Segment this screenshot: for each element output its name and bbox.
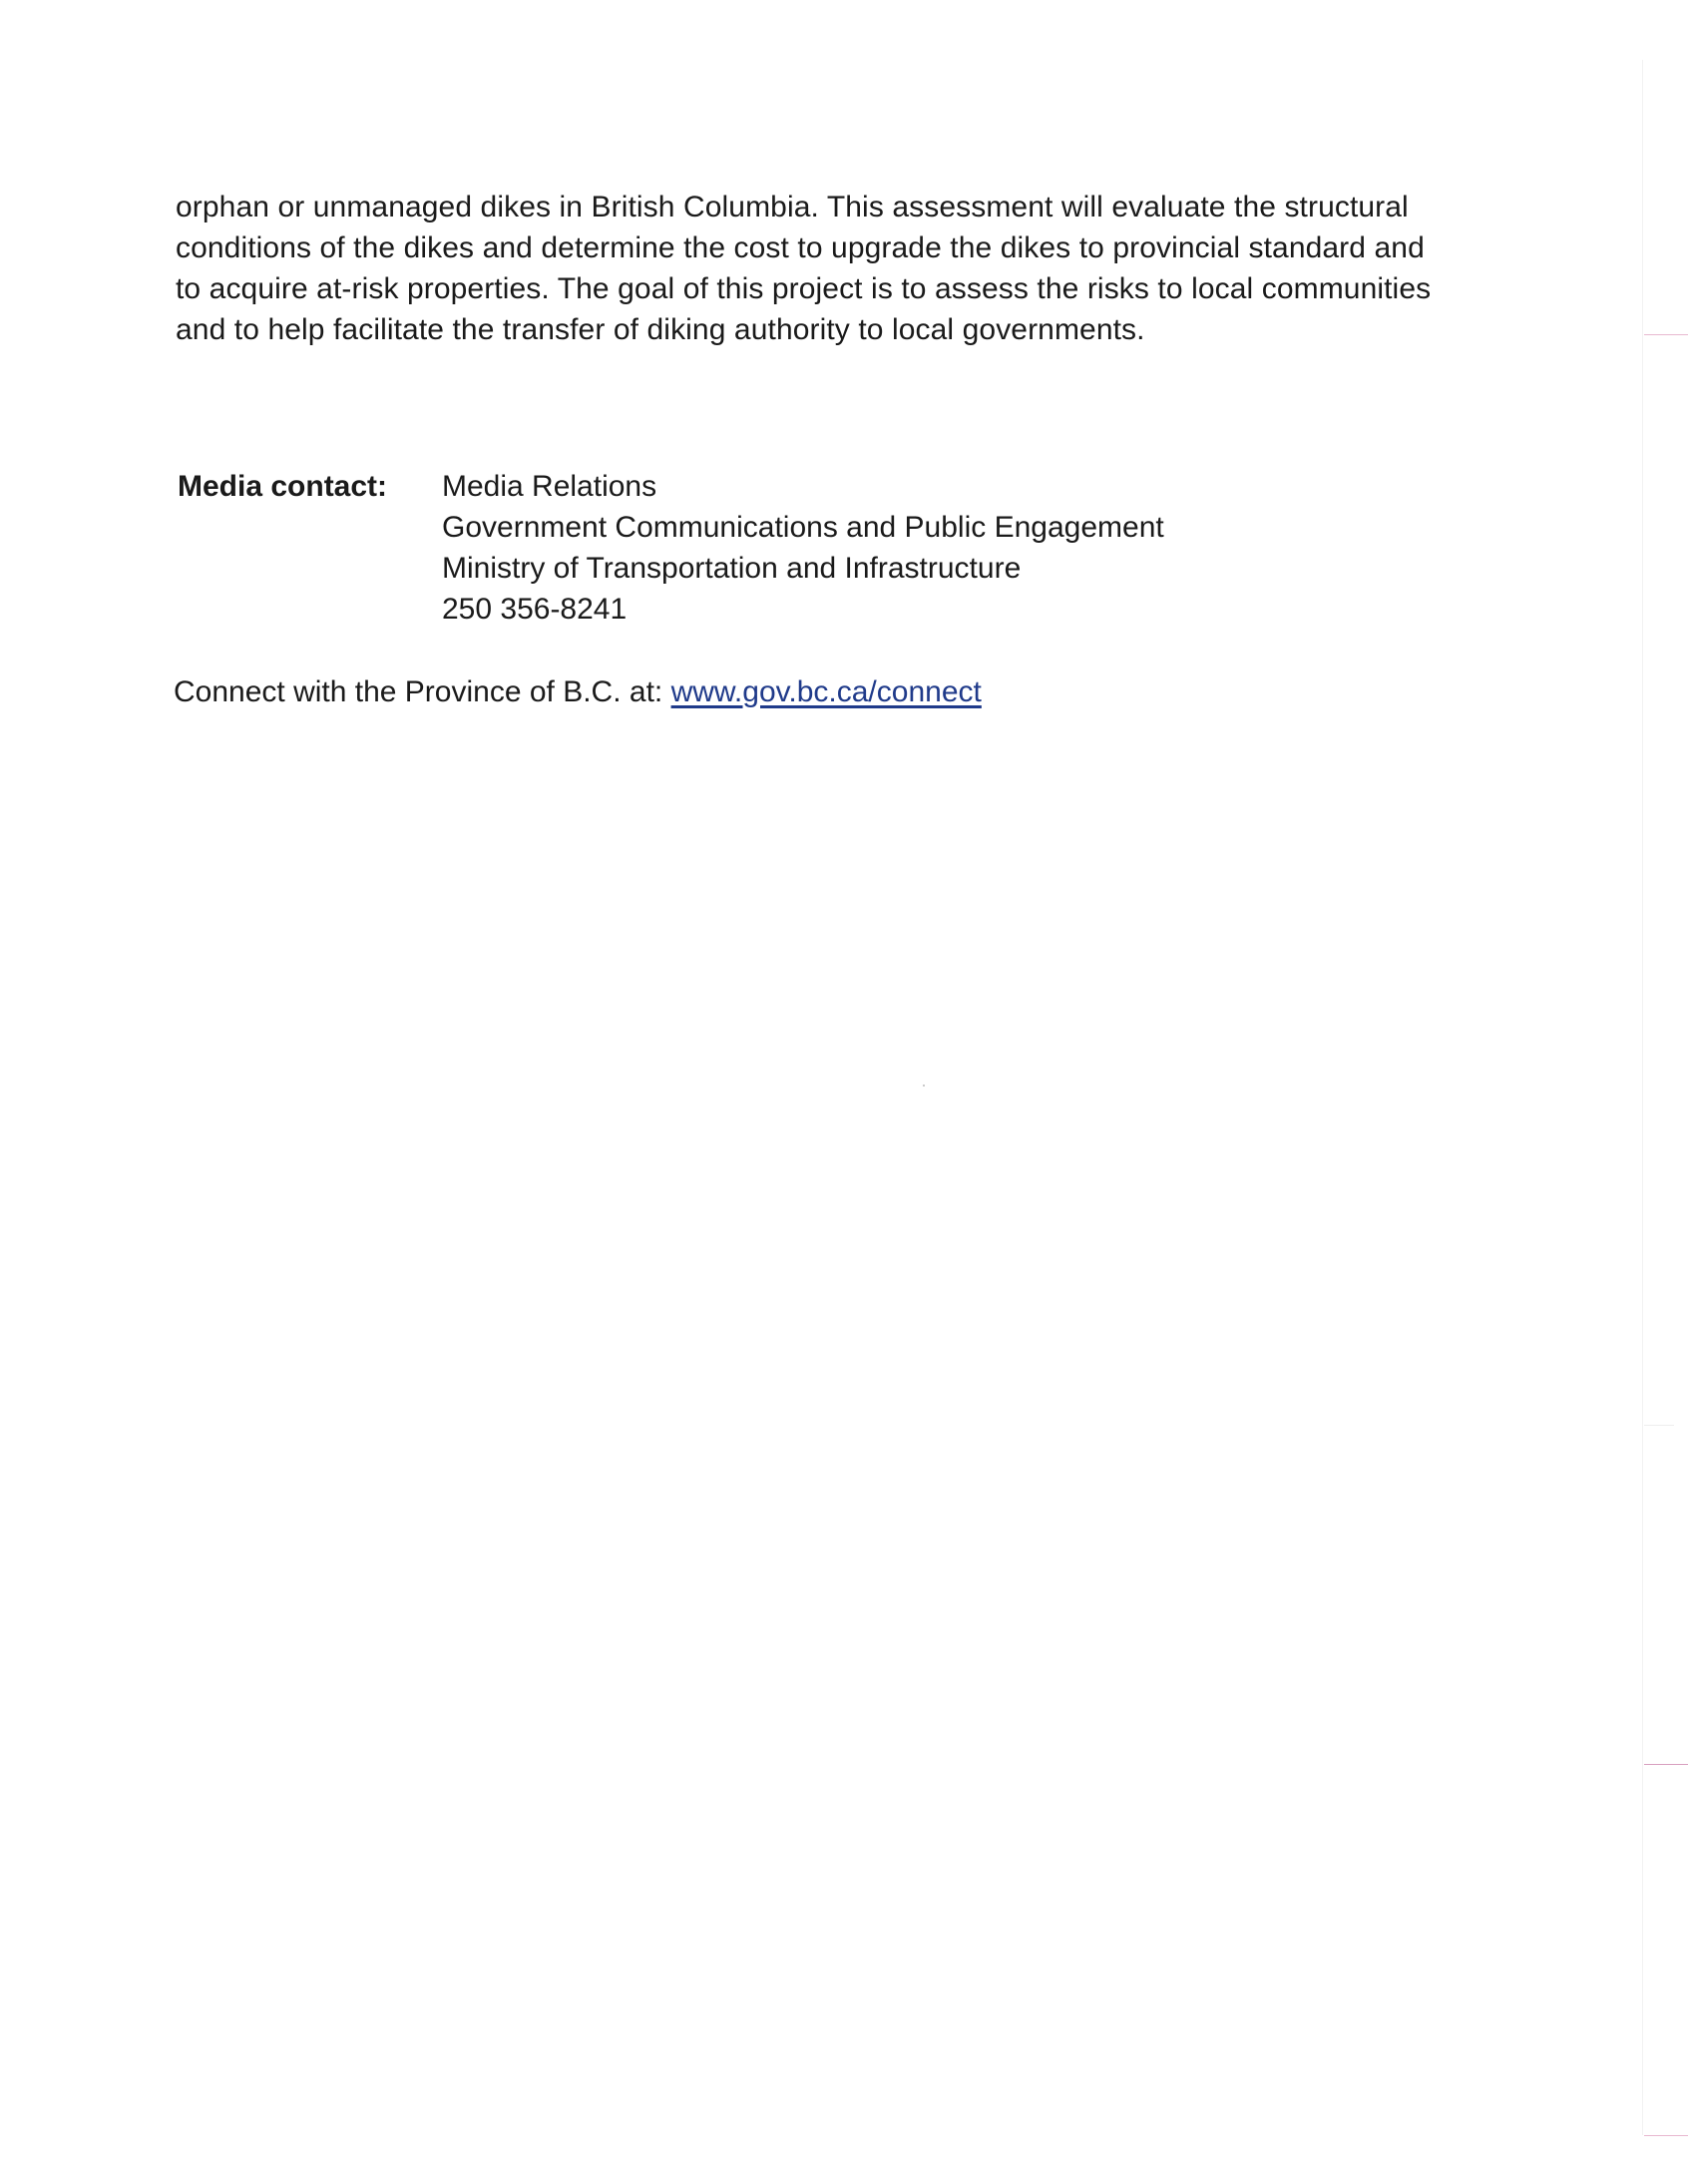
connect-line — [174, 671, 982, 712]
paragraph-line: conditions of the dikes and determine the cost to upgrade the dikes to provincial standard and — [176, 231, 1425, 264]
connect-prefix: Connect with the Province of B.C. at: — [174, 675, 671, 708]
media-contact-name: Media Relations — [442, 470, 657, 503]
media-contact-ministry: Ministry of Transportation and Infrastructure — [442, 552, 1022, 585]
scan-mark — [1644, 334, 1688, 335]
scan-mark — [1644, 1764, 1688, 1765]
media-contact-department: Government Communications and Public Engagement — [442, 511, 1164, 544]
body-paragraph — [176, 187, 1463, 350]
paragraph-line: to acquire at-risk properties. The goal of this project is to assess the risks to local communities — [176, 272, 1432, 305]
paragraph-line: and to help facilitate the transfer of diking authority to local governments. — [176, 313, 1145, 346]
media-contact-label: Media contact: — [178, 470, 388, 503]
scan-mark — [1644, 2135, 1688, 2136]
scan-dot — [923, 1085, 925, 1087]
scan-edge-line — [1642, 60, 1643, 2135]
paragraph-line: orphan or unmanaged dikes in British Columbia. This assessment will evaluate the structural — [176, 191, 1409, 223]
scan-mark — [1644, 1425, 1674, 1426]
connect-link[interactable]: www.gov.bc.ca/connect — [670, 675, 982, 708]
media-contact-phone: 250 356-8241 — [442, 593, 628, 626]
media-contact-details — [442, 466, 1164, 630]
media-contact-block — [176, 466, 1373, 636]
